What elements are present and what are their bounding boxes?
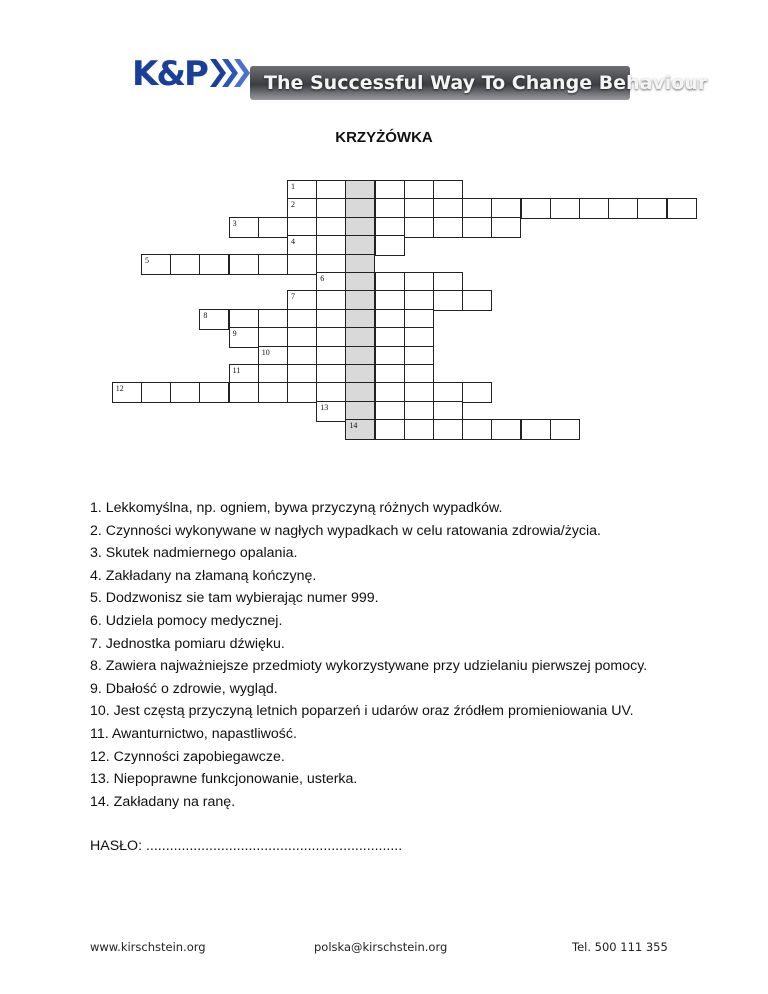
tagline-banner	[250, 66, 708, 100]
clue-item: 2. Czynności wykonywane w nagłych wypadkach w celu ratowania zdrowia/życia.	[90, 522, 601, 539]
clue-number: 14	[349, 421, 358, 431]
logo-arrows-icon	[210, 56, 254, 90]
crossword-cell[interactable]	[229, 254, 259, 275]
clue-number: 11	[232, 366, 241, 375]
clue-item: 12. Czynności zapobiegawcze.	[90, 748, 285, 765]
company-logo: K&P	[132, 54, 207, 94]
crossword-cell[interactable]	[375, 235, 405, 256]
clue-list	[90, 497, 730, 813]
crossword-cell[interactable]	[579, 198, 609, 219]
clue-item: 1. Lekkomyślna, np. ogniem, bywa przyczyną różnych wypadków.	[90, 500, 503, 516]
tagline-text: The Successful Way To Change Behaviour	[264, 72, 708, 94]
crossword-cell[interactable]	[521, 419, 551, 440]
crossword-cell[interactable]	[141, 254, 171, 275]
crossword-cell[interactable]	[550, 198, 580, 219]
crossword-cell[interactable]	[258, 217, 288, 238]
crossword-cell[interactable]	[199, 382, 229, 403]
footer-phone: Tel. 500 111 355	[572, 940, 668, 954]
clue-number: 8	[203, 310, 208, 320]
crossword-cell[interactable]	[258, 254, 288, 275]
crossword-cell[interactable]	[637, 198, 667, 219]
clue-item: 13. Niepoprawne funkcjonowanie, usterka.	[90, 771, 358, 788]
crossword-cell[interactable]	[316, 401, 346, 422]
header	[132, 52, 708, 102]
crossword-cell[interactable]	[667, 198, 697, 219]
crossword-cell[interactable]	[170, 254, 200, 275]
footer-email: polska@kirschstein.org	[314, 940, 448, 954]
footer-website: www.kirschstein.org	[90, 940, 206, 954]
clue-item: 14. Zakładany na ranę.	[90, 793, 236, 810]
crossword-cell[interactable]	[462, 290, 492, 311]
crossword-cell[interactable]	[199, 254, 229, 275]
crossword-cell[interactable]	[229, 217, 259, 238]
clue-number: 6	[320, 274, 325, 283]
crossword-cell[interactable]	[170, 382, 200, 403]
crossword-cell[interactable]	[462, 382, 492, 403]
crossword-cell[interactable]	[199, 309, 229, 330]
crossword-cell[interactable]	[229, 382, 259, 403]
clue-item: 6. Udziela pomocy medycznej.	[90, 612, 283, 629]
crossword-cell[interactable]	[433, 217, 463, 238]
crossword-cell[interactable]	[229, 327, 259, 348]
crossword-cell[interactable]	[462, 419, 492, 440]
crossword-cell[interactable]	[141, 382, 171, 403]
clue-item: 4. Zakładany na złamaną kończynę.	[90, 567, 317, 584]
crossword-cell[interactable]	[433, 290, 463, 311]
clue-number: 3	[232, 218, 237, 228]
clue-number: 10	[261, 347, 270, 357]
clue-item: 3. Skutek nadmiernego opalania.	[90, 545, 298, 562]
clue-number: 7	[291, 292, 295, 302]
clue-number: 5	[145, 255, 149, 265]
crossword-cell[interactable]	[491, 217, 521, 238]
crossword-cell[interactable]	[287, 382, 317, 403]
clue-item: 8. Zawiera najważniejsze przedmioty wykorzystywane przy udzielaniu pierwszej pomocy.	[90, 658, 648, 675]
clue-number: 13	[320, 402, 329, 412]
clue-item: 5. Dodzwonisz sie tam wybierając numer 999.	[90, 590, 379, 607]
crossword-cell[interactable]	[258, 382, 288, 403]
crossword-cell[interactable]	[462, 217, 492, 238]
crossword-cell[interactable]	[491, 419, 521, 440]
clue-item: 7. Jednostka pomiaru dźwięku.	[90, 635, 285, 652]
password-answer-line: HASŁO: .................................................................	[90, 838, 403, 854]
crossword-cell[interactable]	[375, 419, 405, 440]
crossword-cell[interactable]	[287, 254, 317, 275]
crossword-cell[interactable]	[608, 198, 638, 219]
crossword-cell[interactable]	[112, 382, 142, 403]
page-title: KRZYŻÓWKA	[335, 129, 433, 146]
crossword-cell[interactable]	[521, 198, 551, 219]
clue-item: 10. Jest częstą przyczyną letnich poparzeń i udarów oraz źródłem promieniowania UV.	[90, 703, 634, 720]
clue-item: 9. Dbałość o zdrowie, wygląd.	[90, 680, 278, 697]
crossword-cell[interactable]	[404, 419, 434, 440]
clue-number: 4	[291, 237, 295, 247]
clue-item: 11. Awanturnictwo, napastliwość.	[90, 725, 297, 742]
clue-number: 12	[115, 384, 124, 394]
clue-number: 1	[291, 182, 295, 191]
clue-number: 9	[232, 329, 237, 339]
crossword-cell[interactable]	[404, 217, 434, 238]
crossword-cell[interactable]	[433, 419, 463, 440]
crossword-cell[interactable]	[345, 419, 375, 440]
crossword-cell[interactable]	[550, 419, 580, 440]
clue-number: 2	[291, 200, 295, 210]
